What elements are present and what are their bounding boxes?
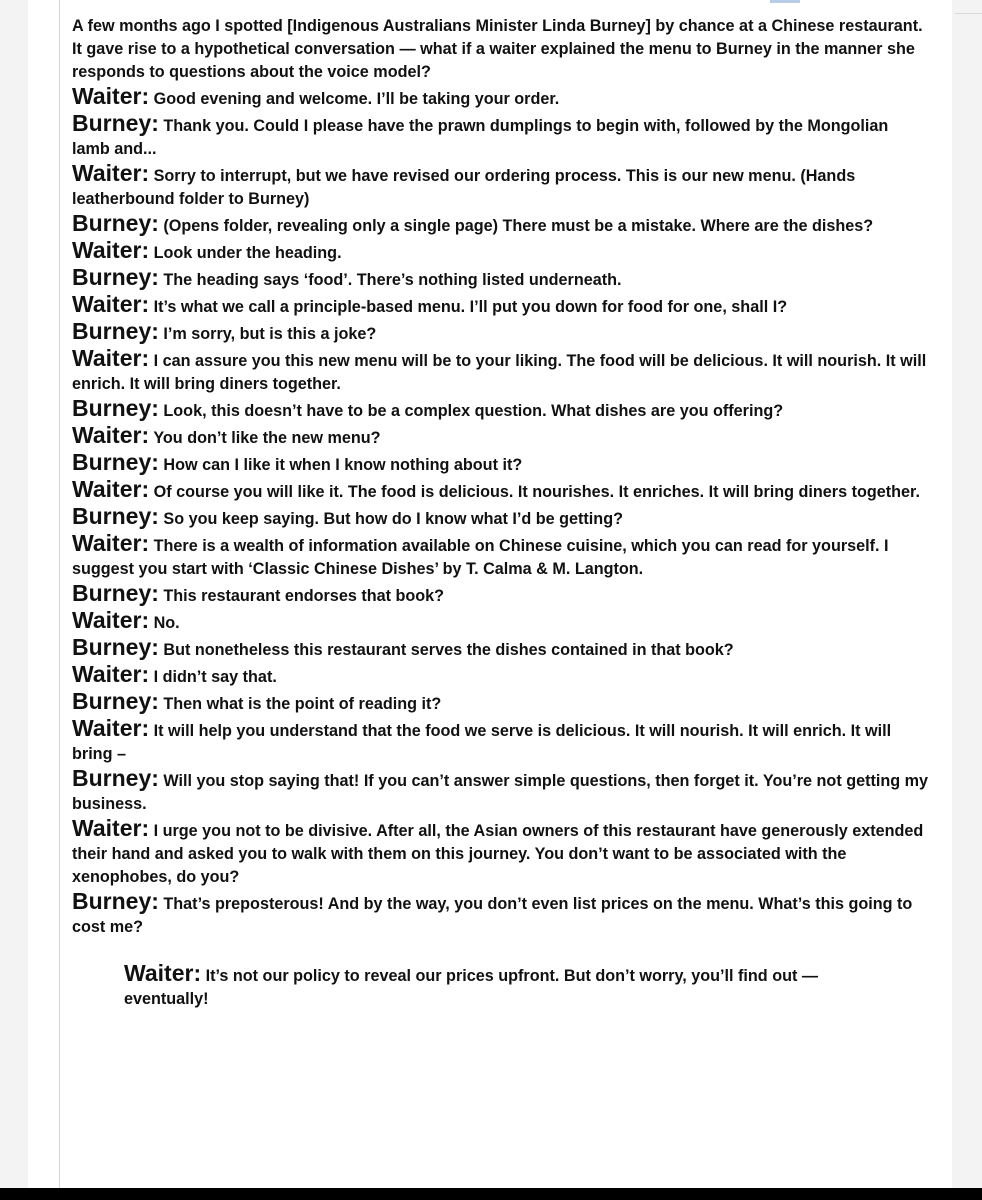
dialogue-text: Of course you will like it. The food is delicious. It nourishes. It enriches. It will bring diners together. [153, 483, 920, 501]
dialogue-line [72, 690, 930, 716]
dialogue-line [72, 663, 930, 689]
speaker-label: Burney: [72, 318, 159, 344]
dialogue-line [72, 239, 930, 265]
dialogue-line [72, 817, 930, 889]
dialogue-text: Thank you. Could I please have the prawn dumplings to begin with, followed by the Mongolian lamb and... [72, 117, 889, 158]
speaker-label: Burney: [72, 580, 159, 606]
dialogue-text: It will help you understand that the food we serve is delicious. It will nourish. It will enrich. It will bring – [72, 722, 892, 763]
toolbar-divider [955, 13, 982, 14]
speaker-label: Burney: [72, 765, 159, 791]
speaker-label: Waiter: [72, 291, 150, 317]
dialogue-text: I’m sorry, but is this a joke? [163, 325, 377, 343]
speaker-label: Waiter: [72, 607, 150, 633]
dialogue-text: The heading says ‘food’. There’s nothing listed underneath. [163, 271, 622, 289]
dialogue-text: I urge you not to be divisive. After all, the Asian owners of this restaurant have generously extended their hand and asked you to walk with them on this journey. You don’t want to be associated with the xenophobes, do you? [72, 822, 924, 886]
speaker-label: Waiter: [72, 530, 150, 556]
toolbar-fragment [770, 0, 800, 3]
speaker-label: Burney: [72, 503, 159, 529]
dialogue-line [72, 505, 930, 531]
dialogue-text: That’s preposterous! And by the way, you don’t even list prices on the menu. What’s this going to cost me? [72, 895, 913, 936]
speaker-label: Burney: [72, 449, 159, 475]
speaker-label: Waiter: [72, 815, 150, 841]
final-dialogue-line [124, 962, 864, 1011]
dialogue-line [72, 212, 930, 238]
dialogue-text: Look under the heading. [153, 244, 342, 262]
speaker-label: Burney: [72, 264, 159, 290]
speaker-label: Waiter: [72, 160, 150, 186]
dialogue-text: But nonetheless this restaurant serves the dishes contained in that book? [163, 641, 734, 659]
speaker-label: Burney: [72, 395, 159, 421]
dialogue-line [72, 609, 930, 635]
dialogue-line [72, 112, 930, 161]
dialogue-line [72, 424, 930, 450]
dialogue-line [72, 266, 930, 292]
dialogue-line [72, 85, 930, 111]
dialogue-line [72, 478, 930, 504]
dialogue-line [72, 582, 930, 608]
dialogue-text: I didn’t say that. [153, 668, 277, 686]
dialogue-line [72, 347, 930, 396]
dialogue-text: You don’t like the new menu? [153, 429, 381, 447]
bottom-edge-bar [0, 1188, 982, 1200]
dialogue-line [72, 890, 930, 939]
dialogue-text: Look, this doesn’t have to be a complex question. What dishes are you offering? [163, 402, 784, 420]
dialogue-line [72, 717, 930, 766]
speaker-label: Waiter: [72, 345, 150, 371]
dialogue-text: No. [153, 614, 180, 632]
dialogue-text: Then what is the point of reading it? [163, 695, 442, 713]
speaker-label: Waiter: [72, 237, 150, 263]
dialogue-line [72, 532, 930, 581]
speaker-label: Burney: [72, 110, 159, 136]
dialogue-text: Will you stop saying that! If you can’t answer simple questions, then forget it. You’re not getting my business. [72, 772, 929, 813]
speaker-label: Waiter: [72, 83, 150, 109]
dialogue-text: This restaurant endorses that book? [163, 587, 445, 605]
dialogue-line [72, 767, 930, 816]
article-body [72, 15, 930, 1012]
speaker-label: Burney: [72, 888, 159, 914]
dialogue-text: It’s what we call a principle-based menu. I’ll put you down for food for one, shall I? [153, 298, 788, 316]
dialogue-text: Sorry to interrupt, but we have revised our ordering process. This is our new menu. (Hands leatherbound folder to Burney) [72, 167, 856, 208]
speaker-label: Burney: [72, 210, 159, 236]
dialogue-line [72, 293, 930, 319]
speaker-label: Waiter: [124, 960, 202, 986]
dialogue-line [72, 451, 930, 477]
dialogue-text: There is a wealth of information available on Chinese cuisine, which you can read for yourself. I suggest you start with ‘Classic Chinese Dishes’ by T. Calma & M. Langton. [72, 537, 889, 578]
dialogue-list [72, 85, 930, 939]
dialogue-text: (Opens folder, revealing only a single page) There must be a mistake. Where are the dishes? [163, 217, 874, 235]
speaker-label: Waiter: [72, 661, 150, 687]
dialogue-text: Good evening and welcome. I’ll be taking your order. [153, 90, 560, 108]
dialogue-text: I can assure you this new menu will be to your liking. The food will be delicious. It will nourish. It will enrich. It will bring diners together. [72, 352, 927, 393]
dialogue-text: It’s not our policy to reveal our prices upfront. But don’t worry, you’ll find out — eventually! [124, 967, 819, 1008]
dialogue-text: How can I like it when I know nothing about it? [163, 456, 523, 474]
dialogue-line [72, 162, 930, 211]
dialogue-line [72, 397, 930, 423]
dialogue-line [72, 320, 930, 346]
speaker-label: Waiter: [72, 715, 150, 741]
speaker-label: Waiter: [72, 422, 150, 448]
speaker-label: Waiter: [72, 476, 150, 502]
dialogue-line [72, 636, 930, 662]
dialogue-text: So you keep saying. But how do I know what I’d be getting? [163, 510, 623, 528]
left-margin-rule [59, 0, 60, 1188]
intro-paragraph: A few months ago I spotted [Indigenous Australians Minister Linda Burney] by chance at a Chinese restaurant. It gave rise to a hypothetical conversation — what if a waiter explained the menu to Burney in the manner she responds to questions about the voice model? [72, 17, 923, 81]
speaker-label: Burney: [72, 688, 159, 714]
speaker-label: Burney: [72, 634, 159, 660]
